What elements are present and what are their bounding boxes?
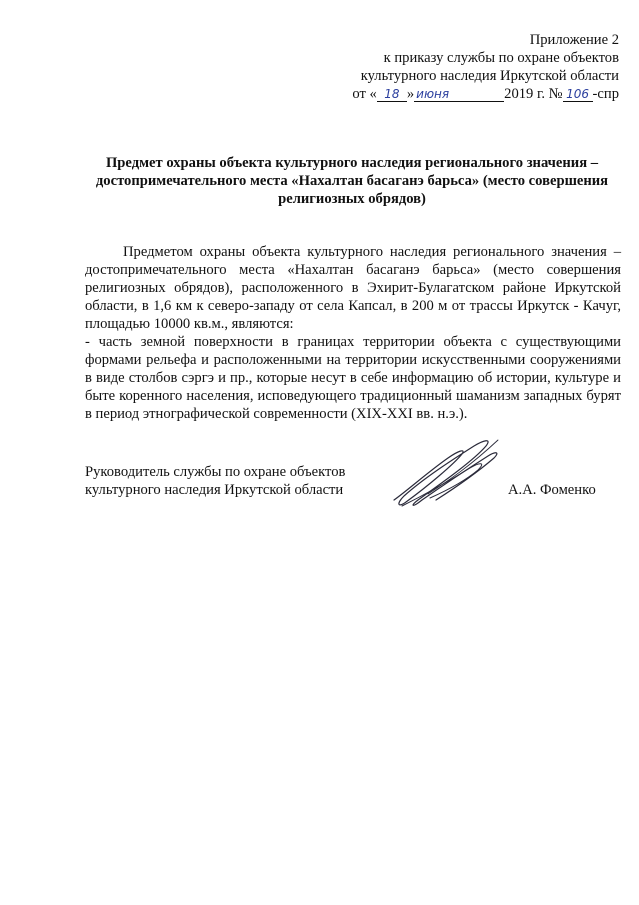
body-paragraph-2: - часть земной поверхности в границах территории объекта с существующими формами рельефа и расположенными на территории искусственными сооружениями в виде столбов сэргэ и пр., которые несут в себе информацию об истории, культуре и быте коренного населения, исповедующего традиционный шаманизм западных бурят в период этнографической современности (XIX-XXI вв. н.э.).	[85, 334, 621, 422]
title-line-3: религиозных обрядов)	[278, 191, 426, 207]
handwritten-signature	[388, 432, 503, 514]
title-line-1: Предмет охраны объекта культурного наследия регионального значения –	[105, 155, 599, 171]
handwritten-month: июня	[414, 87, 504, 102]
signatory-position	[85, 463, 375, 499]
appendix-header	[352, 31, 619, 103]
signatory-position-line-1: Руководитель службы по охране объектов	[85, 464, 346, 480]
order-reference-line1: к приказу службы по охране объектов	[383, 50, 619, 66]
document-body	[85, 243, 621, 423]
order-suffix: -спр	[592, 86, 619, 102]
order-reference-line2: культурного наследия Иркутской области	[360, 68, 619, 84]
handwritten-order-number: 106	[563, 87, 593, 102]
handwritten-day: 18	[377, 87, 407, 102]
document-title	[82, 154, 622, 208]
signatory-position-line-2: культурного наследия Иркутской области	[85, 482, 344, 498]
appendix-label: Приложение 2	[529, 32, 619, 48]
year-text: 2019 г. №	[504, 86, 563, 102]
date-prefix: от «	[352, 86, 377, 102]
signatory-name: А.А. Фоменко	[508, 482, 596, 498]
date-mid: »	[406, 86, 415, 102]
order-date-line	[352, 85, 619, 103]
title-line-2: достопримечательного места «Нахалтан басаганэ барьса» (место совершения	[95, 173, 609, 189]
body-paragraph-1: Предметом охраны объекта культурного наследия регионального значения – достопримечательного места «Нахалтан басаганэ барьса» (место совершения религиозных обрядов), расположенного в Эхирит-Булагатском районе Иркутской области, в 1,6 км к северо-западу от села Капсал, в 200 м от трассы Иркутск - Качуг, площадью 10000 кв.м., являются:	[85, 244, 621, 332]
